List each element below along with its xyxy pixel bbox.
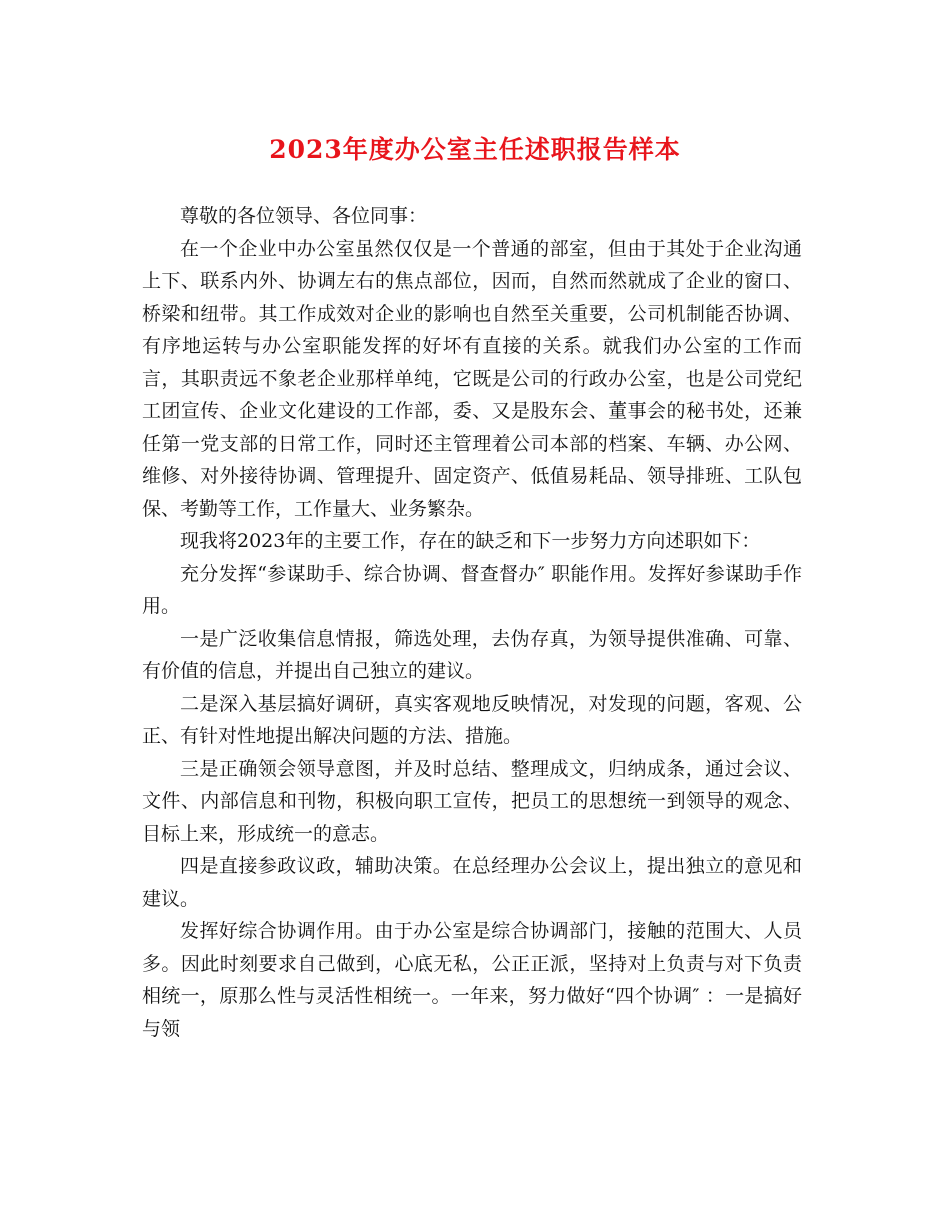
paragraph-intro: 在一个企业中办公室虽然仅仅是一个普通的部室，但由于其处于企业沟通上下、联系内外、协调左右的焦点部位，因而，自然而然就成了企业的窗口、桥梁和纽带。其工作成效对企业的影响也自然至关重要，公司机制能否协调、有序地运转与办公室职能发挥的好坏有直接的关系。就我们办公室的工作而言，其职责远不象老企业那样单纯，它既是公司的行政办公室，也是公司党纪工团宣传、企业文化建设的工作部，委、又是股东会、董事会的秘书处，还兼任第一党支部的日常工作，同时还主管理着公司本部的档案、车辆、办公网、维修、对外接待协调、管理提升、固定资产、低值易耗品、领导排班、工队包保、考勤等工作，工作量大、业务繁杂。	[142, 237, 802, 520]
paragraph-point-4: 四是直接参政议政，辅助决策。在总经理办公会议上，提出独立的意见和建议。	[142, 855, 802, 910]
paragraph-greeting: 尊敬的各位领导、各位同事：	[180, 205, 428, 227]
paragraph-overview: 现我将2023年的主要工作，存在的缺乏和下一步努力方向述职如下：	[180, 530, 761, 552]
document-title: 2023年度办公室主任述职报告样本	[269, 135, 681, 164]
paragraph-point-1: 一是广泛收集信息情报，筛选处理，去伪存真，为领导提供准确、可靠、有价值的信息，并提出自己独立的建议。	[142, 627, 802, 682]
paragraph-point-2: 二是深入基层搞好调研，真实客观地反映情况，对发现的问题，客观、公正、有针对性地提出解决问题的方法、措施。	[142, 692, 802, 747]
paragraph-point-3: 三是正确领会领导意图，并及时总结、整理成文，归纳成条，通过会议、文件、内部信息和刊物，积极向职工宣传，把员工的思想统一到领导的观念、目标上来，形成统一的意志。	[142, 757, 802, 845]
document-body	[142, 200, 802, 1045]
paragraph-role: 充分发挥“参谋助手、综合协调、督查督办″ 职能作用。发挥好参谋助手作用。	[142, 562, 802, 617]
paragraph-coordination: 发挥好综合协调作用。由于办公室是综合协调部门，接触的范围大、人员多。因此时刻要求自己做到，心底无私，公正正派，坚持对上负责与对下负责相统一，原那么性与灵活性相统一。一年来，努力做好“四个协调″ ：一是搞好与领	[142, 920, 802, 1040]
